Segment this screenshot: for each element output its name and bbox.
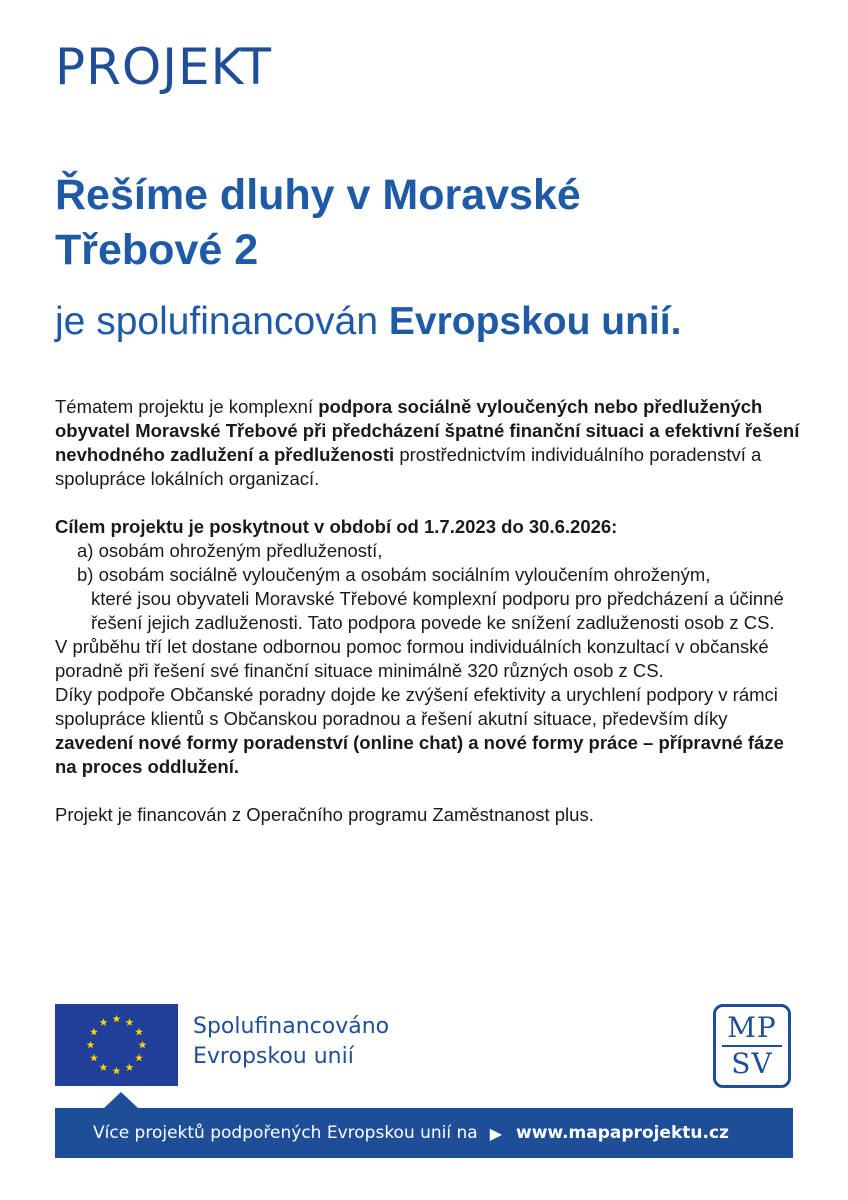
goal-item-b: b) osobám sociálně vyloučeným a osobám sociálním vyloučením ohroženým, — [77, 564, 711, 585]
cofund-line2: Evropskou unií — [193, 1044, 354, 1069]
eu-star — [113, 1015, 121, 1023]
eu-star — [90, 1054, 98, 1062]
footer-bar-link[interactable]: www.mapaprojektu.cz — [516, 1123, 729, 1143]
mpsv-logo-bottom: SV — [731, 1047, 773, 1080]
goal-item-b-continued: které jsou obyvateli Moravské Třebové komplexní podporu pro předcházení a účinné řešení jejich zadluženosti. Tato podpora povede ke snížení zadluženosti osob z CS. — [91, 588, 784, 633]
goals-paragraph-2 — [55, 683, 800, 779]
footer-bar-text: Více projektů podpořených Evropskou unií na — [93, 1123, 478, 1143]
intro-part2: prostřednictvím individuálního poradenství a spolupráce lokálních organizací. — [55, 444, 762, 489]
subtitle-normal: je spolufinancován — [55, 300, 389, 343]
eu-star — [100, 1018, 108, 1026]
mpsv-logo-top: MP — [727, 1011, 777, 1044]
play-arrow-icon: ▶ — [489, 1123, 503, 1143]
goals-paragraph-2-normal: Díky podpoře Občanské poradny dojde ke zvýšení efektivity a urychlení podpory v rámci spolupráce klientů s Občanskou poradnou a řešení akutní situace, především díky — [55, 684, 778, 729]
eu-star — [126, 1063, 134, 1071]
goal-item-a: a) osobám ohroženým předlužeností, — [77, 540, 383, 561]
goals-paragraph-2-bold: zavedení nové formy poradenství (online chat) a nové formy práce – přípravné fáze na proces oddlužení. — [55, 732, 784, 777]
footer-bar-notch — [103, 1092, 139, 1109]
cofund-label — [193, 1012, 389, 1072]
goals-heading-text: Cílem projektu je poskytnout v období od 1.7.2023 do 30.6.2026: — [55, 516, 618, 537]
eu-star — [135, 1028, 143, 1036]
body-text — [55, 395, 800, 827]
footer-bar[interactable] — [55, 1108, 793, 1158]
eu-flag-icon — [55, 1004, 178, 1086]
intro-bold: podpora sociálně vyloučených nebo předlužených obyvatel Moravské Třebové při předcházení špatné finanční situaci a efektivní řešení nevhodného zadlužení a předluženosti — [55, 396, 800, 465]
eu-star — [90, 1028, 98, 1036]
eu-star — [100, 1063, 108, 1071]
project-subtitle — [55, 300, 815, 344]
intro-paragraph — [55, 395, 800, 491]
project-title — [55, 168, 795, 278]
eu-star — [87, 1041, 95, 1049]
financing-statement: Projekt je financován z Operačního programu Zaměstnanost plus. — [55, 804, 594, 825]
eu-star — [113, 1067, 121, 1075]
eu-star — [126, 1018, 134, 1026]
mpsv-logo-icon — [713, 1004, 791, 1088]
eu-star — [135, 1054, 143, 1062]
project-title-line2: Třebové 2 — [55, 226, 259, 274]
goals-heading — [55, 515, 800, 539]
goals-paragraph-1: V průběhu tří let dostane odbornou pomoc formou individuálních konzultací v občanské poradně při řešení své finanční situace minimálně 320 různých osob z CS. — [55, 636, 769, 681]
project-title-line1: Řešíme dluhy v Moravské — [55, 171, 581, 219]
subtitle-bold: Evropskou unií. — [388, 300, 682, 343]
eu-star — [139, 1041, 147, 1049]
project-label: PROJEKT — [55, 38, 273, 96]
intro-part1: Tématem projektu je komplexní — [55, 396, 319, 417]
cofund-line1: Spolufinancováno — [193, 1014, 390, 1039]
